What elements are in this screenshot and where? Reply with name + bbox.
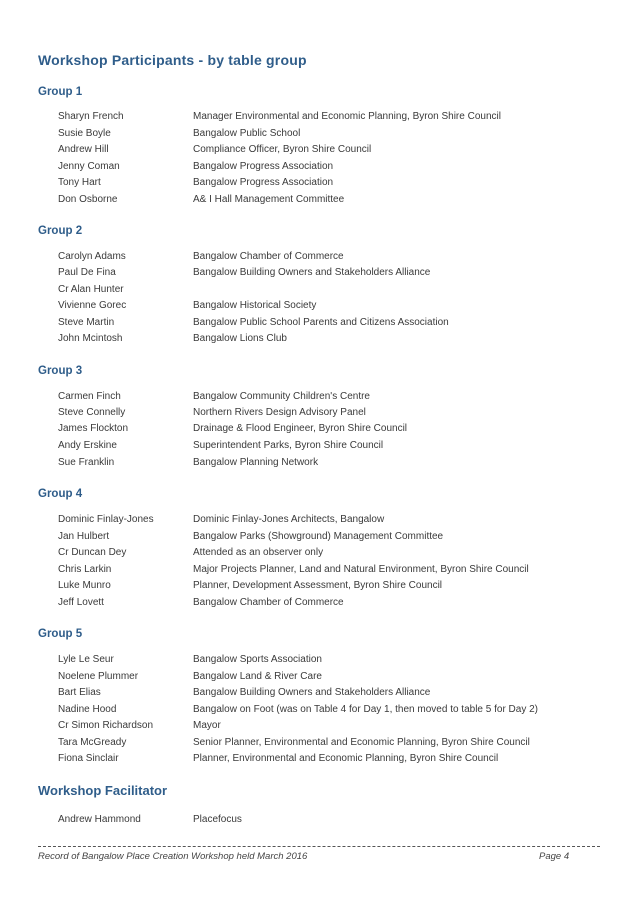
participant-organisation: Mayor xyxy=(193,720,221,731)
participant-organisation: Bangalow Planning Network xyxy=(193,457,319,468)
participant-organisation: Bangalow Chamber of Commerce xyxy=(193,597,344,608)
participant-organisation: Drainage & Flood Engineer, Byron Shire Council xyxy=(193,423,408,434)
participant-name: Vivienne Gorec xyxy=(58,300,127,311)
participant-name: Steve Connelly xyxy=(58,407,126,418)
participant-organisation: Major Projects Planner, Land and Natural Environment, Byron Shire Council xyxy=(193,564,529,575)
participant-row xyxy=(0,718,638,734)
participant-name: Andrew Hill xyxy=(58,144,109,155)
participant-row xyxy=(0,455,638,471)
participant-row xyxy=(0,142,638,158)
participant-organisation: Bangalow Building Owners and Stakeholders Alliance xyxy=(193,267,431,278)
participant-row xyxy=(0,595,638,611)
participant-name: Nadine Hood xyxy=(58,704,117,715)
participant-organisation: Bangalow Chamber of Commerce xyxy=(193,251,344,262)
participant-row xyxy=(0,265,638,281)
participant-name: Noelene Plummer xyxy=(58,671,139,682)
participant-row xyxy=(0,298,638,314)
participant-organisation: Northern Rivers Design Advisory Panel xyxy=(193,407,366,418)
participant-organisation: Senior Planner, Environmental and Economic Planning, Byron Shire Council xyxy=(193,737,530,748)
participant-name: Carolyn Adams xyxy=(58,251,126,262)
participant-organisation: Bangalow Sports Association xyxy=(193,654,322,665)
participant-organisation: Bangalow Historical Society xyxy=(193,300,317,311)
group-heading: Group 3 xyxy=(38,365,83,377)
group-heading: Group 1 xyxy=(38,86,83,98)
participant-name: Cr Duncan Dey xyxy=(58,547,127,558)
participant-row xyxy=(0,702,638,718)
participant-row xyxy=(0,438,638,454)
participant-row xyxy=(0,315,638,331)
footer-document-title: Record of Bangalow Place Creation Workshop held March 2016 xyxy=(38,851,308,862)
participant-row xyxy=(0,545,638,561)
participant-row xyxy=(0,421,638,437)
participant-row xyxy=(0,249,638,265)
facilitator-heading: Workshop Facilitator xyxy=(38,783,168,798)
participant-name: Sue Franklin xyxy=(58,457,115,468)
participant-organisation: Dominic Finlay-Jones Architects, Bangalow xyxy=(193,514,385,525)
participant-organisation: Bangalow Public School Parents and Citizens Association xyxy=(193,317,449,328)
participant-name: Paul De Fina xyxy=(58,267,116,278)
participant-organisation: Bangalow Progress Association xyxy=(193,161,334,172)
participant-name: Jan Hulbert xyxy=(58,531,110,542)
participant-organisation: Bangalow Public School xyxy=(193,128,301,139)
participant-name: Cr Simon Richardson xyxy=(58,720,154,731)
participant-name: Fiona Sinclair xyxy=(58,753,119,764)
participant-row xyxy=(0,192,638,208)
participant-row xyxy=(0,175,638,191)
participant-organisation: Bangalow Lions Club xyxy=(193,333,287,344)
facilitator-row xyxy=(0,812,638,828)
group-heading: Group 4 xyxy=(38,488,83,500)
participant-name: Sharyn French xyxy=(58,111,124,122)
page-title: Workshop Participants - by table group xyxy=(38,52,307,68)
participant-row xyxy=(0,405,638,421)
participant-organisation: A& I Hall Management Committee xyxy=(193,194,345,205)
footer-divider xyxy=(38,846,600,847)
participant-organisation: Attended as an observer only xyxy=(193,547,324,558)
participant-row xyxy=(0,669,638,685)
participant-name: Andy Erskine xyxy=(58,440,117,451)
participant-name: Chris Larkin xyxy=(58,564,112,575)
participant-name: Tara McGready xyxy=(58,737,127,748)
participant-name: Steve Martin xyxy=(58,317,115,328)
participant-organisation: Superintendent Parks, Byron Shire Council xyxy=(193,440,384,451)
participant-name: Dominic Finlay-Jones xyxy=(58,514,154,525)
participant-name: Tony Hart xyxy=(58,177,101,188)
participant-row xyxy=(0,735,638,751)
participant-row xyxy=(0,331,638,347)
participant-name: Luke Munro xyxy=(58,580,111,591)
participant-organisation: Bangalow Land & River Care xyxy=(193,671,322,682)
participant-organisation: Planner, Development Assessment, Byron Shire Council xyxy=(193,580,443,591)
facilitator-name: Andrew Hammond xyxy=(58,814,141,825)
group-heading: Group 5 xyxy=(38,628,83,640)
participant-name: Bart Elias xyxy=(58,687,101,698)
participant-organisation: Bangalow Progress Association xyxy=(193,177,334,188)
participant-row xyxy=(0,126,638,142)
page-number: Page 4 xyxy=(539,851,570,862)
participant-row xyxy=(0,109,638,125)
participant-row xyxy=(0,159,638,175)
participant-organisation: Compliance Officer, Byron Shire Council xyxy=(193,144,372,155)
participant-row xyxy=(0,578,638,594)
participant-row xyxy=(0,529,638,545)
participant-name: Jenny Coman xyxy=(58,161,120,172)
participant-name: Susie Boyle xyxy=(58,128,111,139)
participant-row xyxy=(0,685,638,701)
participant-row xyxy=(0,282,638,298)
participant-organisation: Bangalow Parks (Showground) Management Committee xyxy=(193,531,444,542)
participant-organisation: Bangalow Building Owners and Stakeholders Alliance xyxy=(193,687,431,698)
participant-name: John Mcintosh xyxy=(58,333,123,344)
participant-name: Carmen Finch xyxy=(58,391,121,402)
participant-name: Don Osborne xyxy=(58,194,118,205)
participant-row xyxy=(0,562,638,578)
participant-row xyxy=(0,389,638,405)
participant-organisation: Bangalow Community Children's Centre xyxy=(193,391,370,402)
group-heading: Group 2 xyxy=(38,225,83,237)
participant-organisation: Bangalow on Foot (was on Table 4 for Day 1, then moved to table 5 for Day 2) xyxy=(193,704,539,715)
participant-organisation: Planner, Environmental and Economic Planning, Byron Shire Council xyxy=(193,753,499,764)
participant-name: Jeff Lovett xyxy=(58,597,104,608)
participant-row xyxy=(0,751,638,767)
participant-name: Cr Alan Hunter xyxy=(58,284,124,295)
participant-name: Lyle Le Seur xyxy=(58,654,114,665)
facilitator-organisation: Placefocus xyxy=(193,814,242,825)
participant-name: James Flockton xyxy=(58,423,129,434)
participant-row xyxy=(0,512,638,528)
participant-row xyxy=(0,652,638,668)
participant-organisation: Manager Environmental and Economic Planning, Byron Shire Council xyxy=(193,111,501,122)
